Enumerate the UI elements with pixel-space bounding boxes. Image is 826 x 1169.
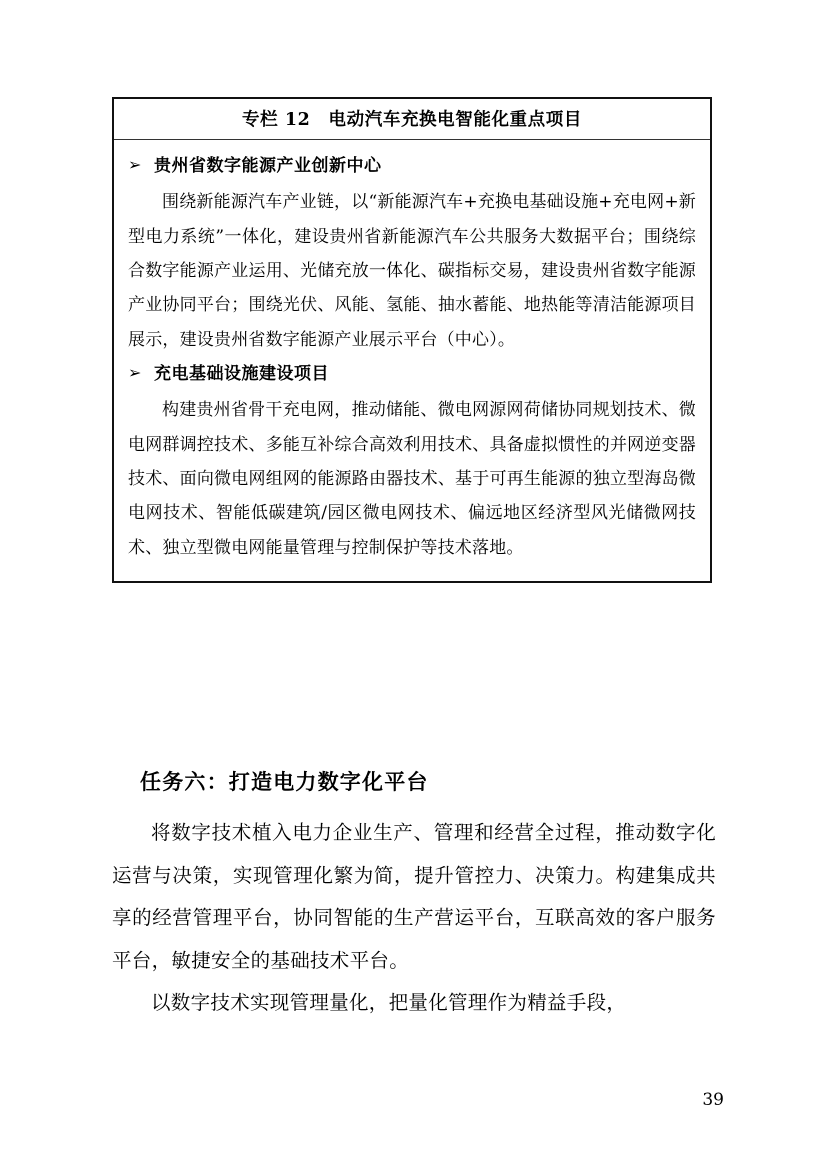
callout-section-paragraph-1: 围绕新能源汽车产业链，以“新能源汽车+充换电基础设施+充电网+新型电力系统”一体化，建设贵州省新能源汽车公共服务大数据平台；围绕综合数字能源产业运用、光储充放一体化、碳指标交易，建设贵州省数字能源产业协同平台；围绕光伏、风能、氢能、抽水蓄能、地热能等清洁能源项目展示，建设贵州省数字能源产业展示平台（中心）。 <box>128 192 696 350</box>
callout-section-heading-1 <box>128 153 696 179</box>
callout-box <box>112 97 712 583</box>
section-heading: 任务六：打造电力数字化平台 <box>140 769 429 794</box>
callout-title-row <box>114 99 710 140</box>
arrow-bullet-icon: ➢ <box>128 362 142 382</box>
body-paragraph-2: 以数字技术实现管理量化，把量化管理作为精益手段， <box>151 991 627 1014</box>
arrow-bullet-icon: ➢ <box>128 155 142 174</box>
callout-title: 专栏 12 电动汽车充换电智能化重点项目 <box>242 110 582 130</box>
body-paragraph-block <box>112 812 716 1025</box>
callout-section-heading-label-1: 贵州省数字能源产业创新中心 <box>154 156 382 176</box>
callout-section-heading-label-2: 充电基础设施建设项目 <box>154 363 329 384</box>
body-paragraph-1: 将数字技术植入电力企业生产、管理和经营全过程，推动数字化运营与决策，实现管理化繁为简，提升管控力、决策力。构建集成共享的经营管理平台，协同智能的生产营运平台，互联高效的客户服务平台，敏捷安全的基础技术平台。 <box>112 821 716 972</box>
callout-section-heading-2 <box>128 361 696 387</box>
callout-body <box>114 140 710 581</box>
callout-section-paragraph-2: 构建贵州省骨干充电网，推动储能、微电网源网荷储协同规划技术、微电网群调控技术、多能互补综合高效利用技术、具备虚拟惯性的并网逆变器技术、面向微电网组网的能源路由器技术、基于可再生能源的独立型海岛微电网技术、智能低碳建筑/园区微电网技术、偏远地区经济型风光储微网技术、独立型微电网能量管理与控制保护等技术落地。 <box>128 400 696 558</box>
page-number: 39 <box>702 1090 724 1110</box>
